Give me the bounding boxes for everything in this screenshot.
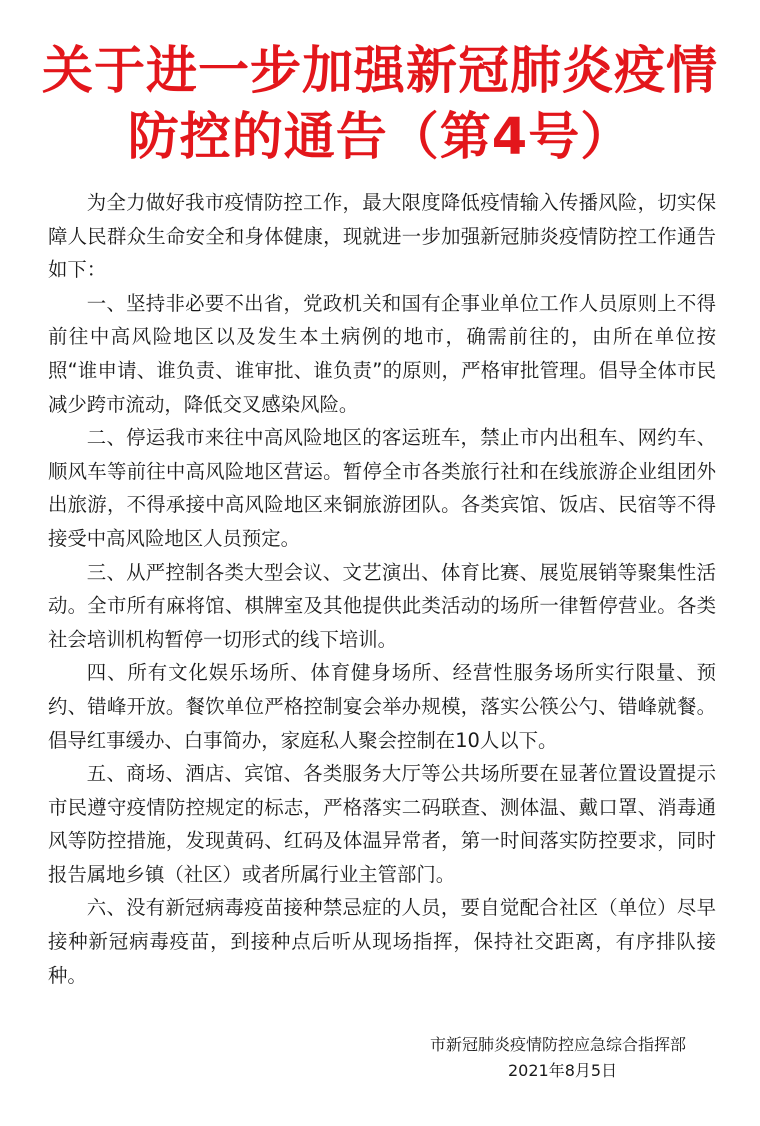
issue-date: 2021年8月5日 <box>508 1061 618 1080</box>
issuing-organization: 市新冠肺炎疫情防控应急综合指挥部 <box>430 1035 687 1054</box>
item-2-paragraph: 二、停运我市来往中高风险地区的客运班车，禁止市内出租车、网约车、顺风车等前往中高风险地区营运。暂停全市各类旅行社和在线旅游企业组团外出旅游，不得承接中高风险地区来铜旅游团队。各类宾馆、饭店、民宿等不得接受中高风险地区人员预定。 <box>48 426 716 550</box>
item-4-paragraph: 四、所有文化娱乐场所、体育健身场所、经营性服务场所实行限量、预约、错峰开放。餐饮单位严格控制宴会举办规模，落实公筷公勺、错峰就餐。倡导红事缓办、白事简办，家庭私人聚会控制在10人以下。 <box>48 661 716 752</box>
intro-paragraph: 为全力做好我市疫情防控工作，最大限度降低疫情输入传播风险，切实保障人民群众生命安全和身体健康，现就进一步加强新冠肺炎疫情防控工作通告如下： <box>48 191 716 282</box>
signoff <box>430 1032 730 1084</box>
item-5-paragraph: 五、商场、酒店、宾馆、各类服务大厅等公共场所要在显著位置设置提示市民遵守疫情防控规定的标志，严格落实二码联查、测体温、戴口罩、消毒通风等防控措施，发现黄码、红码及体温异常者，第一时间落实防控要求，同时报告属地乡镇（社区）或者所属行业主管部门。 <box>48 762 716 886</box>
item-1-paragraph: 一、坚持非必要不出省，党政机关和国有企事业单位工作人员原则上不得前往中高风险地区以及发生本土病例的地市，确需前往的，由所在单位按照“谁申请、谁负责、谁审批、谁负责”的原则，严格审批管理。倡导全体市民减少跨市流动，降低交叉感染风险。 <box>48 291 716 416</box>
notice-body <box>48 186 716 992</box>
item-3-paragraph: 三、从严控制各类大型会议、文艺演出、体育比赛、展览展销等聚集性活动。全市所有麻将馆、棋牌室及其他提供此类活动的场所一律暂停营业。各类社会培训机构暂停一切形式的线下培训。 <box>48 560 716 651</box>
item-6-paragraph: 六、没有新冠病毒疫苗接种禁忌症的人员，要自觉配合社区（单位）尽早接种新冠病毒疫苗，到接种点后听从现场指挥，保持社交距离，有序排队接种。 <box>48 896 716 987</box>
notice-title-line-2: 防控的通告（第4号） <box>127 108 633 167</box>
notice-title-line-1: 关于进一步加强新冠肺炎疫情 <box>41 42 718 101</box>
